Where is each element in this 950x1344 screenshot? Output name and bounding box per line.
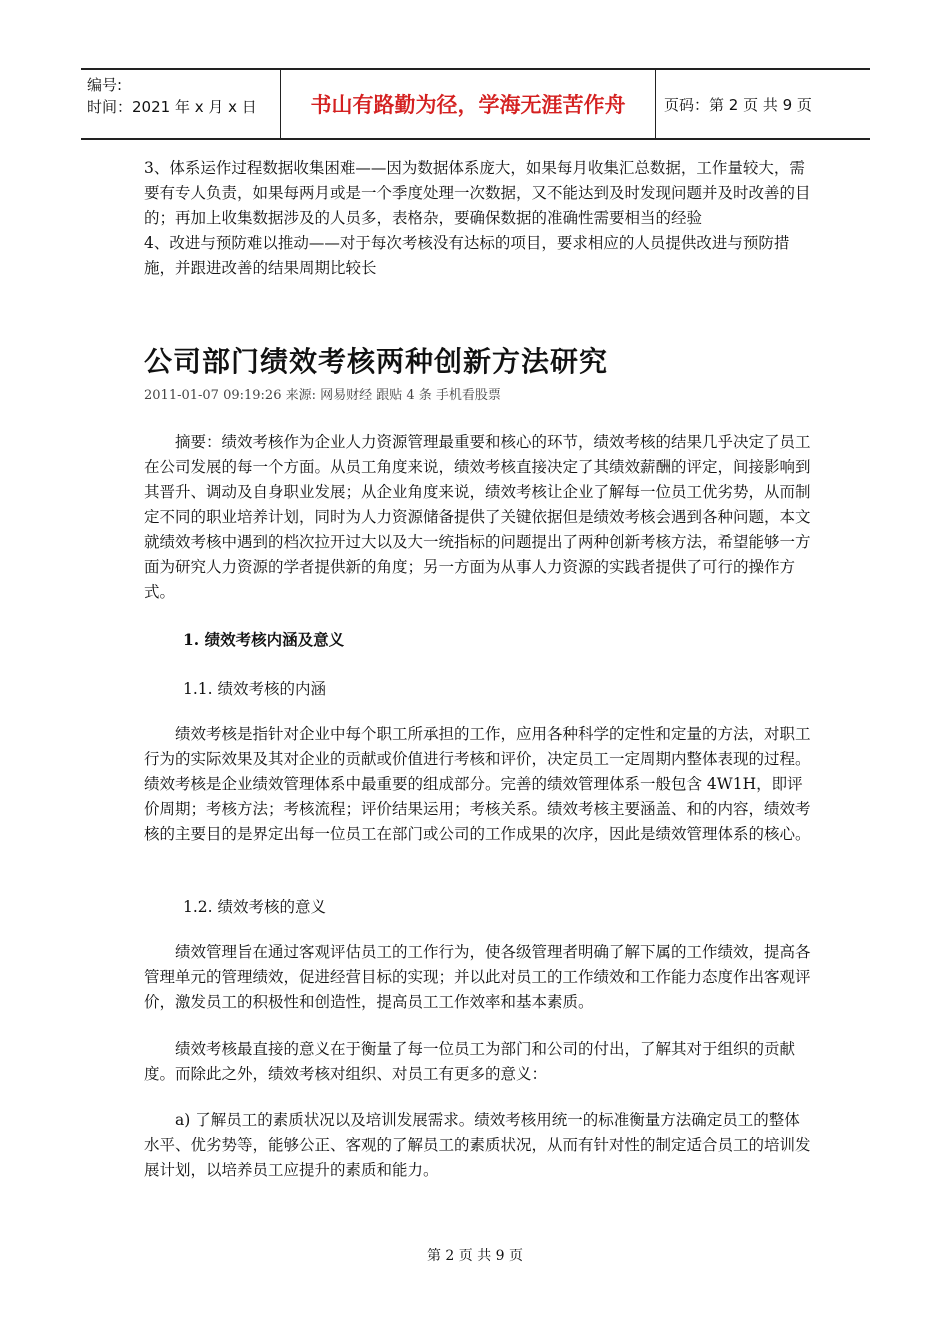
abstract-text: 摘要：绩效考核作为企业人力资源管理最重要和核心的环节，绩效考核的结果几乎决定了员工在公司发展的每一个方面。从员工角度来说，绩效考核直接决定了其绩效薪酬的评定，间接影响到其晋升、调动及自身职业发展；从企业角度来说，绩效考核让企业了解每一位员工优劣势，从而制定不同的职业培养计划，同时为人力资源储备提供了关键依据但是绩效考核会遇到各种问题，本文就绩效考核中遇到的档次拉开过大以及大一统指标的问题提出了两种创新考核方法，希望能够一方面为研究人力资源的学者提供新的角度；另一方面为从事人力资源的实践者提供了可行的操作方式。 bbox=[144, 433, 811, 601]
section-1-2-paragraph-b bbox=[144, 1037, 812, 1087]
time-label: 时间：2021 年 x 月 x 日 bbox=[87, 98, 257, 116]
section-1-1-heading: 1.1. 绩效考核的内涵 bbox=[183, 680, 327, 698]
intro-item-3: 3、体系运作过程数据收集困难——因为数据体系庞大，如果每月收集汇总数据，工作量较大，需要有专人负责，如果每两月或是一个季度处理一次数据，又不能达到及时发现问题并及时改善的目的；再加上收集数据涉及的人员多，表格杂，要确保数据的准确性需要相当的经验 bbox=[144, 159, 811, 227]
section-1-2-paragraph-a bbox=[144, 940, 812, 1015]
header-page-label: 页码：第 2 页 共 9 页 bbox=[664, 95, 812, 114]
page-header bbox=[81, 68, 870, 140]
article-title: 公司部门绩效考核两种创新方法研究 bbox=[144, 345, 609, 378]
section-1-1-paragraph bbox=[144, 722, 812, 847]
article-meta: 2011-01-07 09:19:26 来源: 网易财经 跟贴 4 条 手机看股票 bbox=[144, 388, 501, 403]
list-item-a bbox=[144, 1108, 812, 1183]
abstract-paragraph bbox=[144, 430, 812, 605]
page-footer: 第 2 页 共 9 页 bbox=[426, 1248, 524, 1264]
intro-block bbox=[144, 156, 812, 281]
section-1-2-heading: 1.2. 绩效考核的意义 bbox=[183, 898, 327, 916]
header-motto: 书山有路勤为径，学海无涯苦作舟 bbox=[281, 70, 656, 138]
intro-item-4: 4、改进与预防难以推动——对于每次考核没有达标的项目，要求相应的人员提供改进与预防措施，并跟进改善的结果周期比较长 bbox=[144, 234, 790, 277]
section-1-2-text-a: 绩效管理旨在通过客观评估员工的工作行为，使各级管理者明确了解下属的工作绩效，提高各管理单元的管理绩效，促进经营目标的实现；并以此对员工的工作绩效和工作能力态度作出客观评价，激发员工的积极性和创造性，提高员工工作效率和基本素质。 bbox=[144, 943, 811, 1011]
number-label: 编号: bbox=[87, 76, 123, 94]
list-item-a-text: a) 了解员工的素质状况以及培训发展需求。绩效考核用统一的标准衡量方法确定员工的整体水平、优劣势等，能够公正、客观的了解员工的素质状况，从而有针对性的制定适合员工的培训发展计划，以培养员工应提升的素质和能力。 bbox=[144, 1111, 811, 1179]
header-info-cell bbox=[81, 70, 281, 138]
section-1-1-text: 绩效考核是指针对企业中每个职工所承担的工作，应用各种科学的定性和定量的方法，对职工行为的实际效果及其对企业的贡献或价值进行考核和评价，决定员工一定周期内整体表现的过程。绩效考核是企业绩效管理体系中最重要的组成部分。完善的绩效管理体系一般包含 4W1H，即评价周期；考核方法；考核流程；评价结果运用；考核关系。绩效考核主要涵盖、和的内容，绩效考核的主要目的是界定出每一位员工在部门或公司的工作成果的次序，因此是绩效管理体系的核心。 bbox=[144, 725, 811, 843]
section-1-heading: 1. 绩效考核内涵及意义 bbox=[183, 630, 345, 649]
section-1-2-text-b: 绩效考核最直接的意义在于衡量了每一位员工为部门和公司的付出，了解其对于组织的贡献度。而除此之外，绩效考核对组织、对员工有更多的意义： bbox=[144, 1040, 796, 1083]
